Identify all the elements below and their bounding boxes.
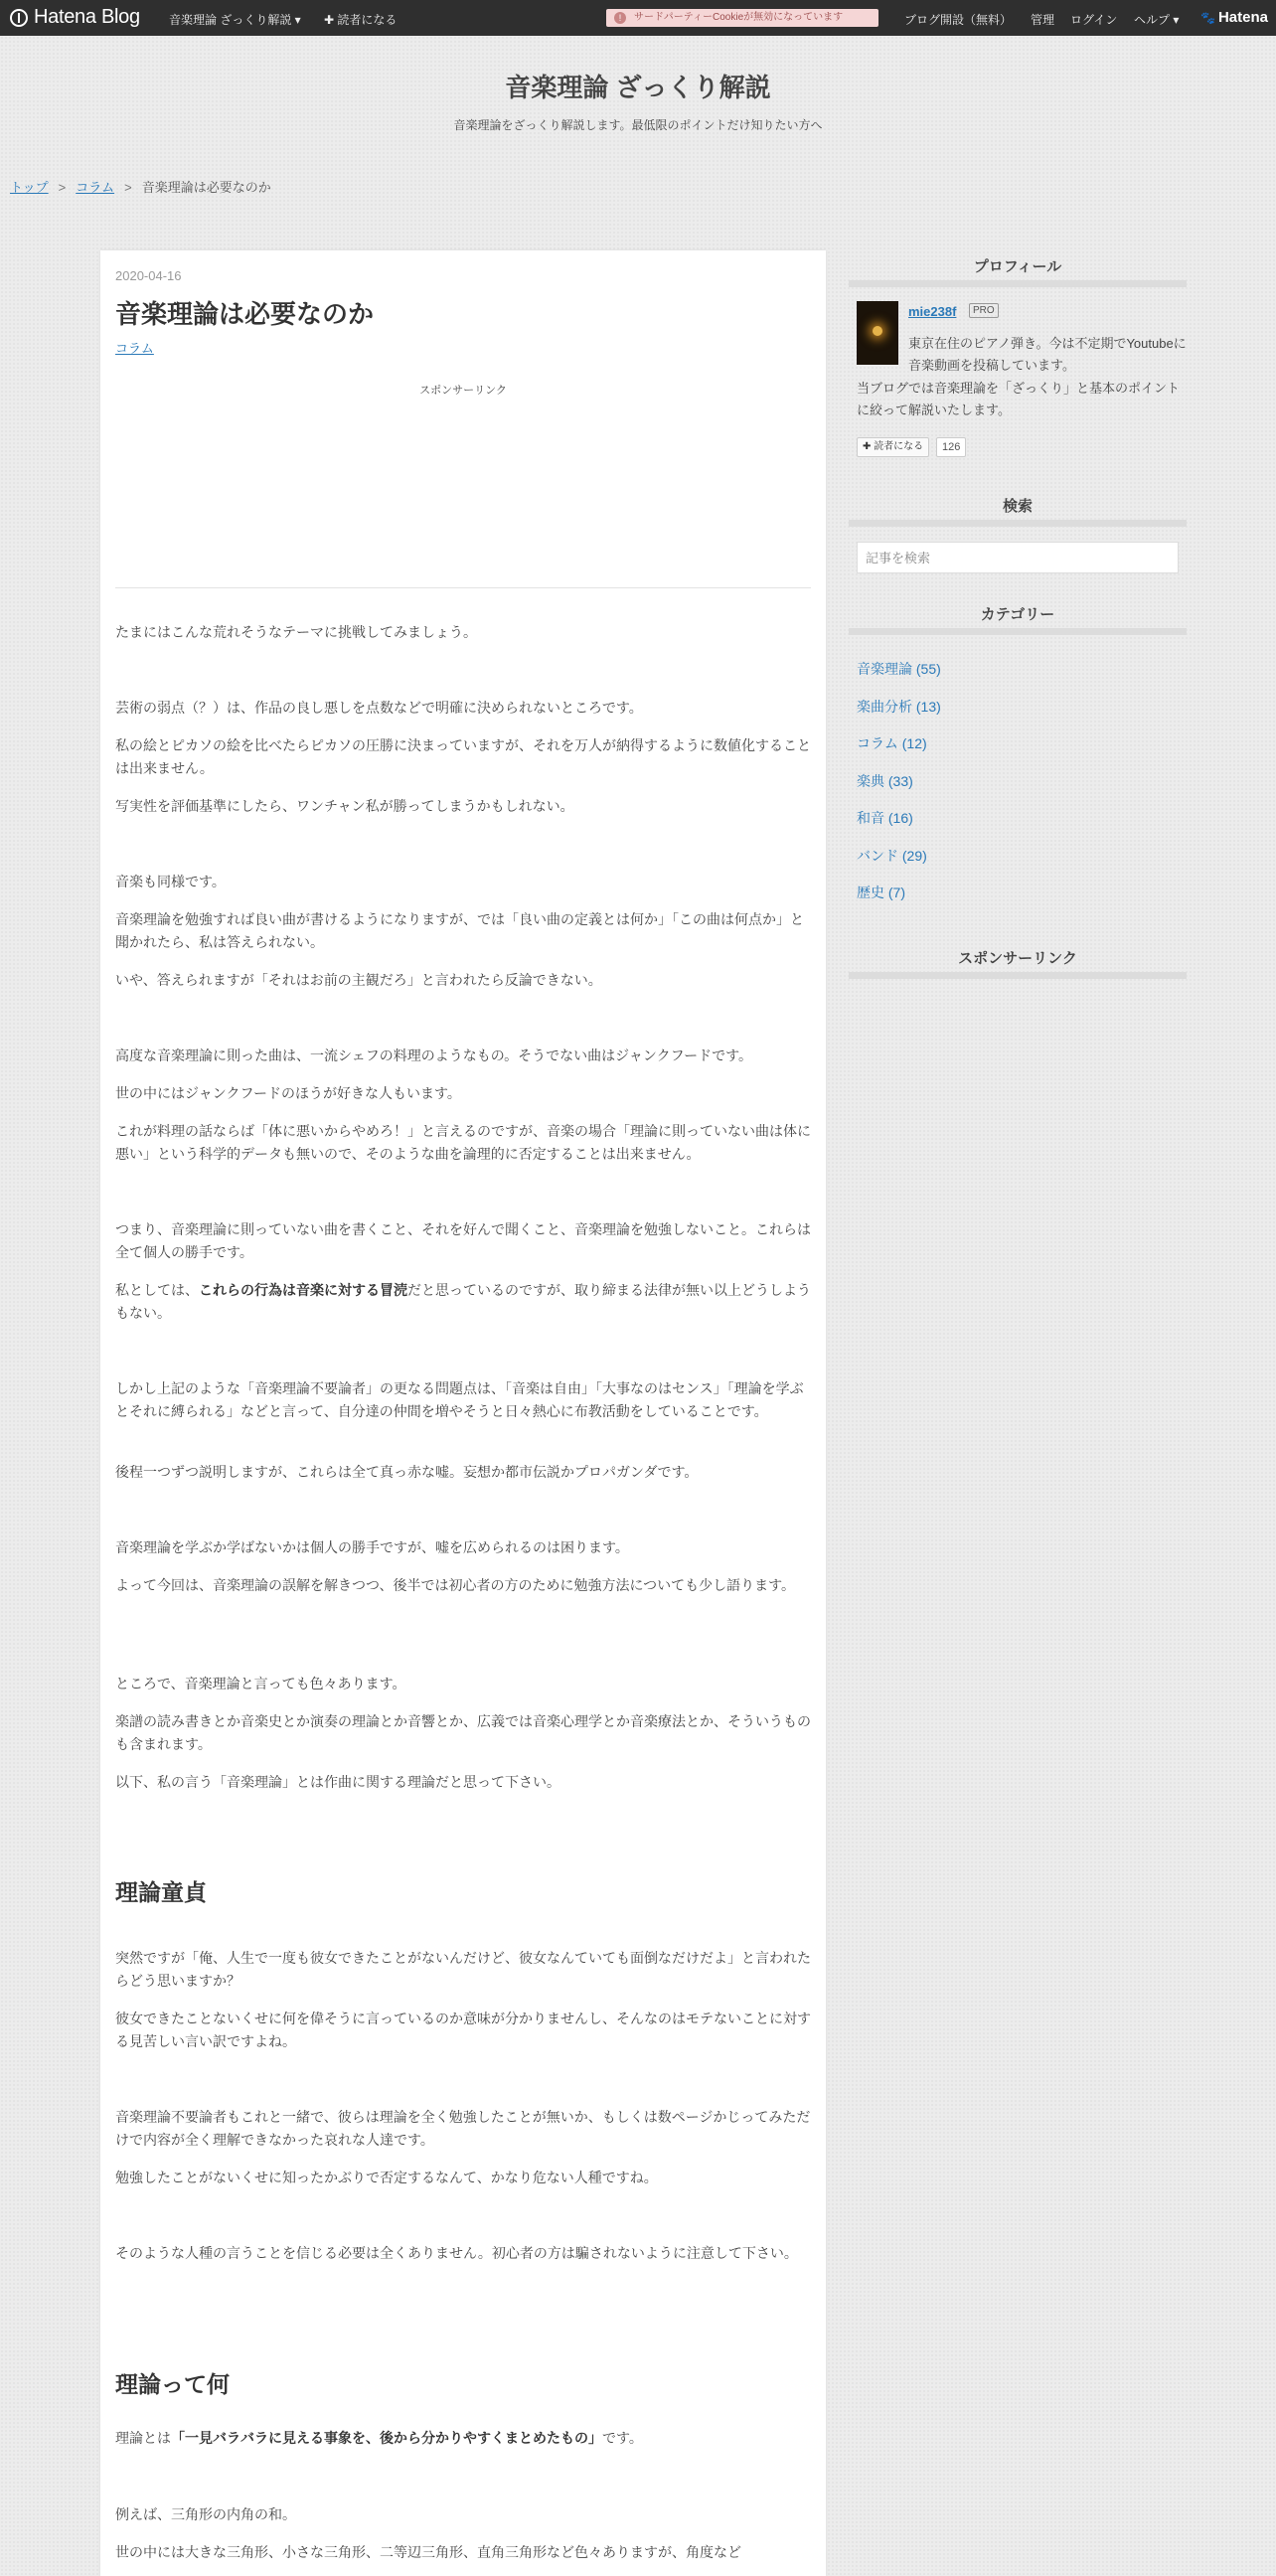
info-icon: ! xyxy=(614,12,626,24)
paragraph: そのような人種の言うことを信じる必要は全くありません。初心者の方は騙されないように注意して下さい。 xyxy=(115,2245,798,2261)
paragraph: 写実性を評価基準にしたら、ワンチャン私が勝ってしまうかもしれない。 xyxy=(115,798,574,814)
paragraph: よって今回は、音楽理論の誤解を解きつつ、後半では初心者の方のために勉強方法についても少し語ります。 xyxy=(115,1577,796,1593)
paragraph: 音楽も同様です。 xyxy=(115,874,226,889)
category-link[interactable]: 楽典 (33) xyxy=(857,773,913,789)
breadcrumb xyxy=(10,177,271,196)
profile-description: 東京在住のピアノ弾き。今は不定期でYoutubeに音楽動画を投稿しています。 xyxy=(908,336,1187,373)
avatar[interactable] xyxy=(857,301,898,365)
subscribe-link[interactable]: ✚ 読者になる xyxy=(324,13,398,27)
manage-link[interactable]: 管理 xyxy=(1031,13,1055,27)
search-heading: 検索 xyxy=(1002,498,1033,515)
divider xyxy=(115,587,811,588)
heading-underline xyxy=(849,972,1187,979)
paragraph-text: だと思っているのですが、取り締まる法律が無い以上どうしようもない。 xyxy=(115,1282,811,1321)
pro-badge[interactable]: PRO xyxy=(969,303,999,318)
sponsored-link-label: スポンサーリンク xyxy=(419,385,507,397)
breadcrumb-column[interactable]: コラム xyxy=(76,180,115,195)
paragraph: しかし上記のような「音楽理論不要論者」の更なる問題点は、「音楽は自由」「大事なのはセンス」「理論を学ぶとそれに縛られる」などと言って、自分達の仲間を増やそうと日々熱心に布教活動をしていることです。 xyxy=(115,1380,804,1419)
heading-underline xyxy=(849,520,1187,527)
paragraph: 勉強したことがないくせに知ったかぶりで否定するなんて、かなり危ない人種ですね。 xyxy=(115,2170,658,2185)
category-heading: カテゴリー xyxy=(980,606,1055,623)
heading-underline xyxy=(849,280,1187,287)
paragraph: 例えば、三角形の内角の和。 xyxy=(115,2506,296,2522)
blog-menu-dropdown[interactable]: 音楽理論 ざっくり解説 ▾ xyxy=(169,13,301,27)
paragraph: 後程一つずつ説明しますが、これらは全て真っ赤な嘘。妄想か都市伝説かプロパガンダです。 xyxy=(115,1464,699,1480)
category-link[interactable]: 楽曲分析 (13) xyxy=(857,699,941,715)
logo-text: Hatena Blog xyxy=(34,6,140,28)
paragraph-text: 私としては、 xyxy=(115,1282,199,1298)
subscribe-button[interactable]: ✚ 読者になる xyxy=(857,437,929,457)
hatena-logo-icon xyxy=(10,9,28,27)
login-link[interactable]: ログイン xyxy=(1070,13,1118,27)
paragraph-text: 理論とは xyxy=(115,2430,171,2446)
paragraph: 音楽理論不要論者もこれと一緒で、彼らは理論を全く勉強したことが無いか、もしくは数ページかじってみただけで内容が全く理解できなかった哀れな人達です。 xyxy=(115,2109,811,2148)
paragraph: 世の中にはジャンクフードのほうが好きな人もいます。 xyxy=(115,1085,461,1101)
paragraph: これが料理の話ならば「体に悪いからやめろ！」と言えるのですが、音楽の場合「理論に則っていない曲は体に悪い」という科学的データも無いので、そのような曲を論理的に否定することは出来ません。 xyxy=(115,1123,811,1162)
paragraph: 音楽理論を学ぶか学ばないかは個人の勝手ですが、嘘を広められるのは困ります。 xyxy=(115,1539,629,1555)
hatena-dog-icon: 🐾 xyxy=(1200,10,1215,25)
category-link[interactable]: 音楽理論 (55) xyxy=(857,661,941,677)
breadcrumb-top[interactable]: トップ xyxy=(10,180,49,195)
paragraph: 楽譜の読み書きとか音楽史とか演奏の理論とか音響とか、広義では音楽心理学とか音楽療法とか、そういうものも含まれます。 xyxy=(115,1713,811,1752)
article-title[interactable]: 音楽理論は必要なのか xyxy=(115,299,375,329)
breadcrumb-current: 音楽理論は必要なのか xyxy=(141,180,271,195)
paragraph: 私の絵とピカソの絵を比べたらピカソの圧勝に決まっていますが、それを万人が納得するように数値化することは出来ません。 xyxy=(115,737,811,776)
breadcrumb-separator: > xyxy=(124,180,132,195)
section-heading: 理論って何 xyxy=(115,2371,230,2397)
paragraph: ところで、音楽理論と言っても色々あります。 xyxy=(115,1676,406,1691)
category-link[interactable]: 和音 (16) xyxy=(857,810,913,826)
start-blog-link[interactable]: ブログ開設（無料） xyxy=(904,13,1013,27)
category-link[interactable]: コラム (12) xyxy=(857,735,927,751)
blog-description: 音楽理論をざっくり解説します。最低限のポイントだけ知りたい方へ xyxy=(453,118,823,132)
article-category-link[interactable]: コラム xyxy=(115,341,154,356)
paragraph: 突然ですが「俺、人生で一度も彼女できたことがないんだけど、彼女なんていても面倒なだけだよ」と言われたらどう思いますか？ xyxy=(115,1950,811,1989)
paragraph: 世の中には大きな三角形、小さな三角形、二等辺三角形、直角三角形など色々ありますが、角度など xyxy=(115,2544,741,2560)
profile-id-link[interactable]: mie238f xyxy=(908,304,957,319)
hatena-blog-logo[interactable] xyxy=(10,6,140,29)
blog-title[interactable]: 音楽理論 ざっくり解説 xyxy=(505,73,771,102)
subscriber-count: 126 xyxy=(936,437,966,457)
paragraph: いや、答えられますが「それはお前の主観だろ」と言われたら反論できない。 xyxy=(115,972,602,988)
breadcrumb-separator: > xyxy=(58,180,67,195)
bold-text: これらの行為は音楽に対する冒涜 xyxy=(199,1282,407,1298)
article-date[interactable]: 2020-04-16 xyxy=(115,268,182,283)
paragraph: たまにはこんな荒れそうなテーマに挑戦してみましょう。 xyxy=(115,624,477,640)
paragraph: つまり、音楽理論に則っていない曲を書くこと、それを好んで聞くこと、音楽理論を勉強しないこと。これらは全て個人の勝手です。 xyxy=(115,1221,811,1260)
bold-text: 「一見バラバラに見える事象を、後から分かりやすくまとめたもの」 xyxy=(171,2430,602,2446)
hatena-link[interactable] xyxy=(1200,9,1268,26)
cookie-notice-text: サードパーティーCookieが無効になっています xyxy=(634,12,844,23)
profile-description-blog: 当ブログでは音楽理論を「ざっくり」と基本のポイントに絞って解説いたします。 xyxy=(857,381,1181,417)
sponsor-heading: スポンサーリンク xyxy=(958,950,1077,967)
paragraph: 音楽理論を勉強すれば良い曲が書けるようになりますが、では「良い曲の定義とは何か」「この曲は何点か」と聞かれたら、私は答えられない。 xyxy=(115,911,804,950)
article xyxy=(100,250,826,2576)
category-link[interactable]: 歴史 (7) xyxy=(857,885,905,900)
cookie-notice[interactable] xyxy=(606,9,878,27)
paragraph: 高度な音楽理論に則った曲は、一流シェフの料理のようなもの。そうでない曲はジャンクフードです。 xyxy=(115,1047,753,1063)
heading-underline xyxy=(849,628,1187,635)
category-link[interactable]: バンド (29) xyxy=(857,848,927,864)
paragraph: 彼女できたことないくせに何を偉そうに言っているのか意味が分かりませんし、そんなのはモテないことに対する見苦しい言い訳ですよね。 xyxy=(115,2011,811,2049)
paragraph xyxy=(115,1279,811,1325)
paragraph-text: です。 xyxy=(602,2430,643,2446)
help-dropdown[interactable]: ヘルプ ▾ xyxy=(1134,13,1180,27)
paragraph: 芸術の弱点（？）は、作品の良し悪しを点数などで明確に決められないところです。 xyxy=(115,700,643,716)
section-heading: 理論童貞 xyxy=(115,1879,207,1905)
hatena-text: Hatena xyxy=(1217,9,1268,26)
global-header xyxy=(0,0,1276,36)
search-input[interactable] xyxy=(857,542,1179,573)
paragraph xyxy=(115,2427,811,2450)
paragraph: 以下、私の言う「音楽理論」とは作曲に関する理論だと思って下さい。 xyxy=(115,1774,560,1790)
profile-heading: プロフィール xyxy=(973,258,1062,275)
